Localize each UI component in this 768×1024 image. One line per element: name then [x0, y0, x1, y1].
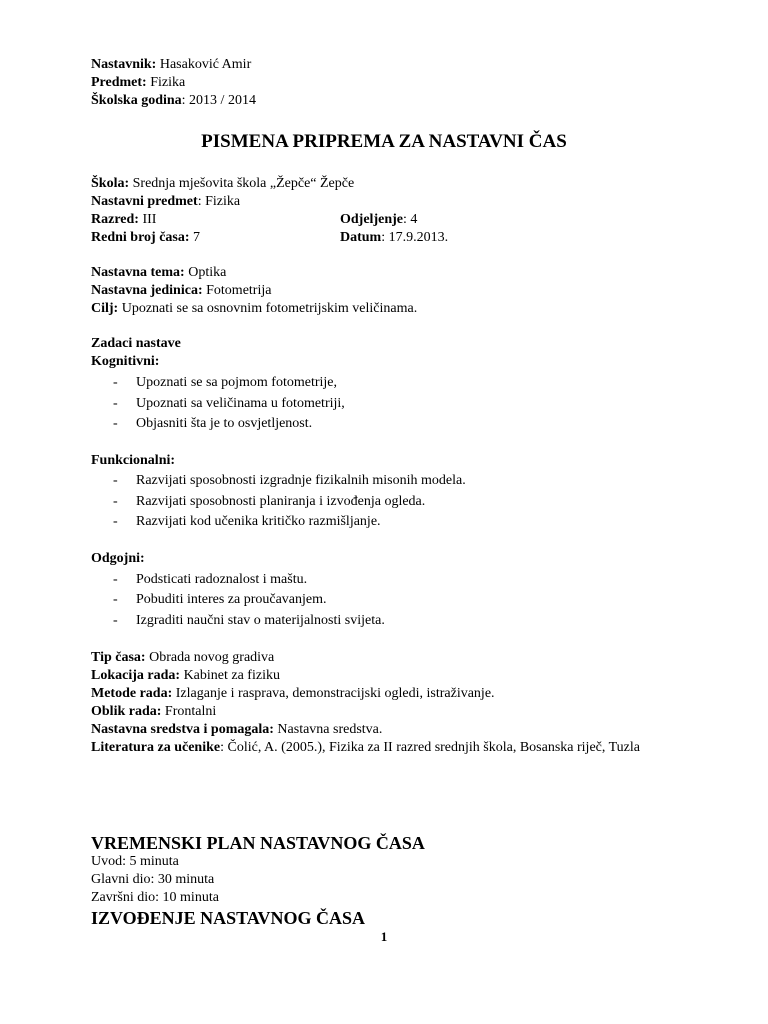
list-item-text: Razvijati kod učenika kritičko razmišljanje.: [136, 514, 381, 529]
date-value: : 17.9.2013.: [381, 230, 449, 245]
aids-value: Nastavna sredstva.: [277, 722, 383, 737]
lesson-number-line: [91, 229, 200, 247]
unit-line: [91, 282, 271, 300]
time-plan-heading: VREMENSKI PLAN NASTAVNOG ČASA: [91, 833, 425, 853]
bullet-dash: -: [113, 473, 118, 488]
theme-label: Nastavna tema:: [91, 265, 185, 280]
bullet-dash: -: [113, 572, 118, 587]
subject-label: Predmet:: [91, 75, 147, 90]
grade-line: [91, 211, 156, 229]
bullet-dash: -: [113, 494, 118, 509]
location-value: Kabinet za fiziku: [183, 668, 280, 683]
school-line: [91, 175, 354, 193]
execution-heading: IZVOĐENJE NASTAVNOG ČASA: [91, 908, 366, 928]
school-value: Srednja mješovita škola „Žepče“ Žepče: [132, 176, 355, 191]
subject-line: [91, 74, 185, 92]
work-form-line: [91, 703, 216, 721]
tasks-heading: Zadaci nastave: [91, 336, 181, 351]
aids-label: Nastavna sredstva i pomagala:: [91, 722, 274, 737]
list-item-text: Upoznati se sa pojmom fotometrije,: [136, 375, 338, 390]
page-title: PISMENA PRIPREMA ZA NASTAVNI ČAS: [201, 131, 567, 152]
methods-label: Metode rada:: [91, 686, 173, 701]
list-item-text: Razvijati sposobnosti planiranja i izvođenja ogleda.: [136, 494, 426, 509]
school-label: Škola:: [91, 176, 130, 191]
school-year-label: Školska godina: [91, 93, 182, 108]
functional-heading: Funkcionalni:: [91, 453, 176, 468]
work-form-label: Oblik rada:: [91, 704, 162, 719]
bullet-dash: -: [113, 514, 118, 529]
school-year-value: : 2013 / 2014: [181, 93, 256, 108]
subject-value: Fizika: [150, 75, 186, 90]
methods-value: Izlaganje i rasprava, demonstracijski ogledi, istraživanje.: [175, 686, 495, 701]
theme-line: [91, 264, 226, 282]
work-form-value: Frontalni: [164, 704, 217, 719]
list-item-text: Razvijati sposobnosti izgradnje fizikalnih misonih modela.: [136, 473, 466, 488]
bullet-dash: -: [113, 396, 118, 411]
unit-value: Fotometrija: [206, 283, 272, 298]
grade-label: Razred:: [91, 212, 139, 227]
course-value: : Fizika: [197, 194, 241, 209]
goal-line: [91, 300, 417, 318]
lesson-number-value: 7: [193, 230, 201, 245]
date-label: Datum: [340, 230, 382, 245]
list-item-text: Izgraditi naučni stav o materijalnosti svijeta.: [136, 613, 385, 628]
educational-heading: Odgojni:: [91, 551, 145, 566]
unit-label: Nastavna jedinica:: [91, 283, 203, 298]
location-label: Lokacija rada:: [91, 668, 181, 683]
bullet-dash: -: [113, 416, 118, 431]
goal-value: Upoznati se sa osnovnim fotometrijskim veličinama.: [121, 301, 418, 316]
time-plan-main: Glavni dio: 30 minuta: [91, 872, 215, 887]
teacher-line: [91, 56, 251, 74]
lesson-number-label: Redni broj časa:: [91, 230, 190, 245]
cognitive-heading: Kognitivni:: [91, 354, 160, 369]
section-label: Odjeljenje: [340, 212, 403, 227]
page-number: 1: [380, 929, 388, 944]
date-line: [340, 229, 448, 247]
literature-label: Literatura za učenike: [91, 740, 221, 755]
course-label: Nastavni predmet: [91, 194, 198, 209]
aids-line: [91, 721, 382, 739]
course-line: [91, 193, 240, 211]
lesson-type-value: Obrada novog gradiva: [149, 650, 275, 665]
bullet-dash: -: [113, 613, 118, 628]
school-year-line: [91, 92, 256, 110]
methods-line: [91, 685, 495, 703]
literature-value: : Čolić, A. (2005.), Fizika za II razred srednjih škola, Bosanska riječ, Tuzla: [220, 740, 640, 755]
literature-paragraph: [91, 739, 676, 757]
list-item-text: Objasniti šta je to osvjetljenost.: [136, 416, 313, 431]
grade-value: III: [142, 212, 157, 227]
time-plan-intro: Uvod: 5 minuta: [91, 854, 179, 869]
list-item-text: Pobuditi interes za proučavanjem.: [136, 592, 327, 607]
lesson-type-line: [91, 649, 274, 667]
bullet-dash: -: [113, 375, 118, 390]
bullet-dash: -: [113, 592, 118, 607]
location-line: [91, 667, 280, 685]
list-item-text: Upoznati sa veličinama u fotometriji,: [136, 396, 345, 411]
section-line: [340, 211, 417, 229]
list-item-text: Podsticati radoznalost i maštu.: [136, 572, 308, 587]
lesson-type-label: Tip časa:: [91, 650, 146, 665]
goal-label: Cilj:: [91, 301, 119, 316]
teacher-label: Nastavnik:: [91, 57, 157, 72]
time-plan-final: Završni dio: 10 minuta: [91, 890, 219, 905]
theme-value: Optika: [188, 265, 227, 280]
teacher-value: Hasaković Amir: [159, 57, 252, 72]
section-value: : 4: [402, 212, 418, 227]
